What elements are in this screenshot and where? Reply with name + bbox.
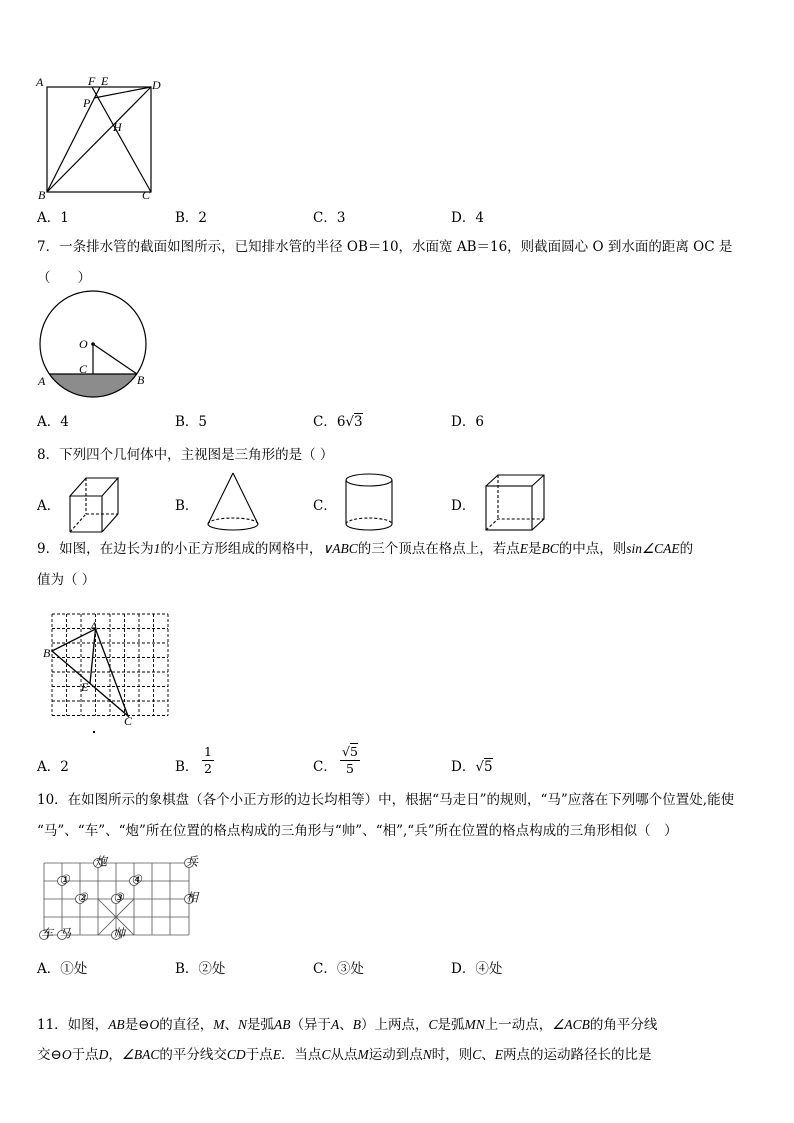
label-c: C: [142, 188, 151, 202]
label-a: A: [38, 374, 46, 388]
q8-option-a[interactable]: A．: [37, 498, 61, 514]
stray-dot: [93, 731, 95, 733]
q11-line1-run: 是弧: [437, 1017, 465, 1033]
q8-option-b[interactable]: B．: [175, 498, 199, 514]
q6-option-d[interactable]: D．4: [451, 210, 484, 226]
q11-line2-run: ∠BAC: [121, 1047, 160, 1062]
piece-xiang: 相: [186, 890, 199, 905]
q11-line1-run: 上一动点，: [484, 1017, 553, 1033]
label-o: O: [79, 337, 88, 351]
q11-line2-run: CD: [226, 1047, 246, 1062]
q11-line2-run: O: [61, 1047, 72, 1062]
q11-line1-run: ∠ACB: [552, 1017, 590, 1032]
q9-option-b[interactable]: B． 1 2: [175, 755, 198, 775]
label-b: B: [137, 373, 145, 387]
mark-2: ②: [77, 890, 88, 905]
mark-3: ③: [113, 890, 124, 905]
q9-option-c[interactable]: C． √5 5: [313, 755, 337, 775]
q11-line2-run: ．当点: [280, 1047, 322, 1063]
label-c: C: [124, 714, 133, 728]
q11-line2-run: E: [494, 1047, 503, 1062]
q11-line2-run: N: [422, 1047, 432, 1062]
q11-line1-run: 、: [339, 1017, 353, 1033]
square-figure: [34, 72, 170, 206]
label-c: C: [79, 362, 88, 376]
q9-text-line1: 9．如图，在边长为1的小正方形组成的网格中，∨ABC的三个顶点在格点上，若点E是BC的中点，则sin∠CAE的: [37, 541, 694, 557]
label-e: E: [81, 680, 89, 694]
triangular-prism-icon: [66, 474, 126, 536]
q10-option-d[interactable]: D．④处: [451, 961, 503, 977]
q11-line2-run: 于点: [71, 1047, 99, 1063]
q11-line1-run: AB: [274, 1017, 291, 1032]
q7-option-c-radicand: 3: [354, 414, 363, 430]
q7-text-line1: 7．一条排水管的截面如图所示，已知排水管的半径 OB＝10，水面宽 AB＝16，则截面圆心 O 到水面的距离 OC 是: [37, 239, 733, 255]
q7-text-line2: （ ）: [37, 270, 91, 286]
q11-line2-run: 于点: [245, 1047, 273, 1063]
q11-line2-run: E: [272, 1047, 281, 1062]
q11-text-line2: [37, 1046, 651, 1064]
label-a: A: [90, 619, 98, 633]
pipe-circle-figure: [34, 290, 154, 400]
q11-line1-run: ）上两点，: [361, 1017, 429, 1033]
q11-line2-run: 运动到点: [368, 1047, 423, 1063]
cylinder-icon: [342, 472, 398, 534]
cube-icon: [482, 472, 548, 534]
q7-option-a[interactable]: A．4: [37, 414, 69, 430]
q11-line2-run: ，: [108, 1047, 122, 1063]
q10-option-c[interactable]: C．③处: [313, 961, 364, 977]
q7-option-c[interactable]: [313, 410, 363, 430]
q11-line1-run: 是弧: [247, 1017, 275, 1033]
chess-board-figure: [36, 854, 199, 942]
q6-option-b[interactable]: B．2: [175, 210, 208, 226]
q11-line1-run: N: [238, 1017, 248, 1032]
piece-ma: 马: [59, 926, 72, 941]
q11-line2-run: C: [321, 1047, 331, 1062]
fraction-sqrt5-5: √5 5: [340, 744, 360, 777]
cone-icon: [204, 470, 264, 532]
label-p: P: [83, 96, 91, 110]
q7-option-d[interactable]: D．6: [451, 414, 484, 430]
q11-line2-run: 的平分线交: [159, 1047, 227, 1063]
q11-line1-run: 11．如图，: [37, 1017, 109, 1033]
q8-option-c[interactable]: C．: [313, 498, 337, 514]
q11-text-line1: [37, 1016, 657, 1034]
sqrt-icon: √: [475, 759, 484, 775]
label-b: B: [43, 646, 51, 660]
q11-line2-run: 时，则: [431, 1047, 473, 1063]
q9-option-d[interactable]: D．√5: [451, 759, 493, 775]
q11-line2-run: D: [98, 1047, 109, 1062]
piece-che: 车: [41, 926, 54, 941]
q10-option-a[interactable]: A．①处: [37, 961, 88, 977]
q11-line2-run: C: [472, 1047, 482, 1062]
q11-line1-run: （异于: [290, 1017, 332, 1033]
q9-option-a[interactable]: A．2: [37, 759, 69, 775]
q11-line1-run: 是⊖: [124, 1017, 150, 1033]
q11-line2-run: M: [357, 1047, 369, 1062]
q7-option-c-label: C．6: [313, 414, 346, 430]
q11-line1-run: A: [331, 1017, 340, 1032]
piece-shuai: 帅: [113, 926, 126, 941]
q8-text: 8．下列四个几何体中，主视图是三角形的是（ ）: [37, 447, 334, 463]
q10-option-b[interactable]: B．②处: [175, 961, 226, 977]
fraction-1-2: 1 2: [202, 744, 214, 777]
q6-option-a[interactable]: A．1: [37, 210, 69, 226]
q11-line2-run: 从点: [330, 1047, 358, 1063]
q8-option-d[interactable]: D．: [451, 498, 476, 514]
q11-line1-run: AB: [108, 1017, 125, 1032]
q11-line1-run: B: [352, 1017, 362, 1032]
grid-triangle-figure: [40, 610, 176, 734]
q11-line1-run: 的直径，: [159, 1017, 214, 1033]
q11-line1-run: MN: [464, 1017, 485, 1032]
label-a: A: [36, 75, 44, 89]
q11-line1-run: C: [428, 1017, 438, 1032]
q11-line1-run: O: [149, 1017, 160, 1032]
piece-pao: 炮: [95, 854, 108, 869]
label-h: H: [113, 120, 122, 134]
q7-option-b[interactable]: B．5: [175, 414, 208, 430]
q11-line2-run: 、: [481, 1047, 495, 1063]
q11-line1-run: M: [213, 1017, 225, 1032]
q11-line2-run: 交⊖: [37, 1047, 62, 1063]
mark-1: ①: [59, 872, 70, 887]
q9-text-line2: 值为（ ）: [37, 572, 96, 588]
piece-bing: 兵: [186, 854, 199, 869]
label-e: E: [101, 74, 109, 88]
label-b: B: [38, 188, 46, 202]
mark-4: ④: [131, 872, 142, 887]
q11-line1-run: 、: [224, 1017, 238, 1033]
q10-text-line1: 10．在如图所示的象棋盘（各个小正方形的边长均相等）中，根据“马走日”的规则，“马”应落在下列哪个位置处,能使: [37, 792, 735, 808]
q11-line2-run: 两点的运动路径长的比是: [502, 1047, 652, 1063]
label-f: F: [88, 74, 96, 88]
q11-line1-run: 的角平分线: [589, 1017, 658, 1033]
q10-text-line2: “马”、“车”、“炮”所在位置的格点构成的三角形与“帅”、“相”,“兵”所在位置的格点构成的三角形相似（ ）: [37, 823, 678, 839]
sqrt-icon: √: [345, 414, 355, 430]
label-d: D: [152, 78, 161, 92]
q6-option-c[interactable]: C．3: [313, 210, 346, 226]
